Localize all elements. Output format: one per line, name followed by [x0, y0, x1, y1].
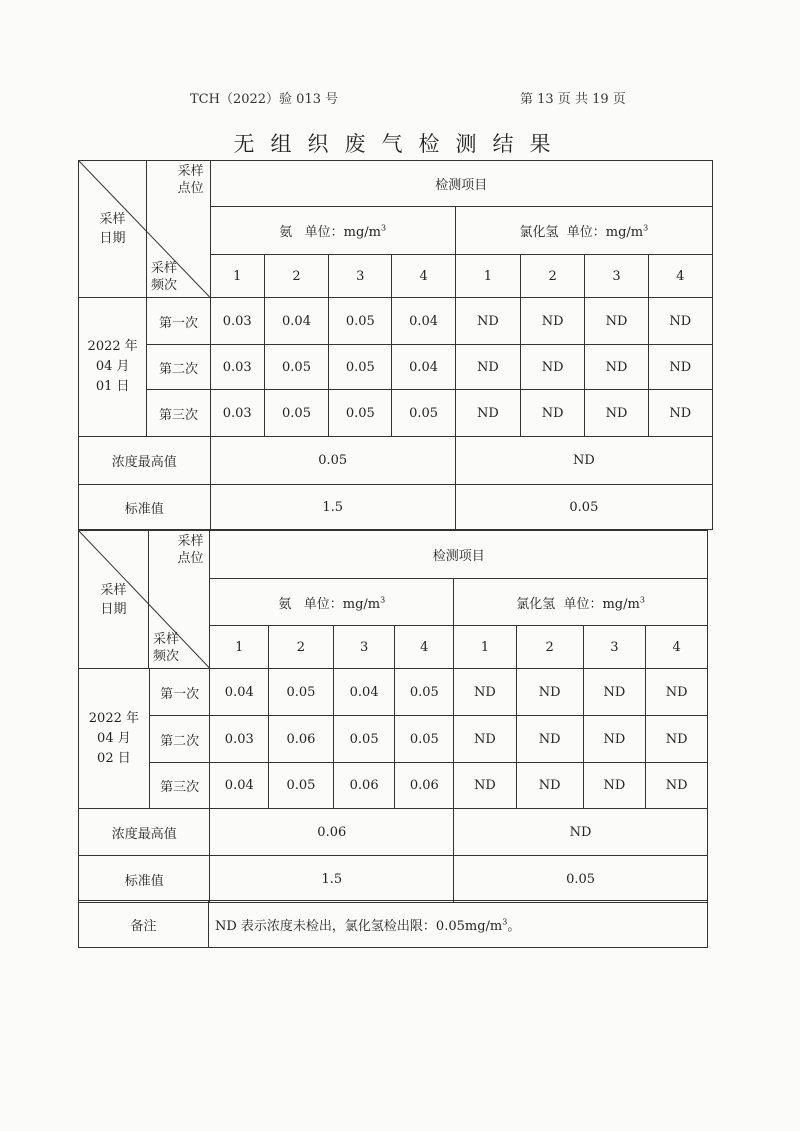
value-cell: ND [646, 763, 708, 809]
page-title: 无组织废气检测结果 [233, 132, 567, 156]
point-number: 4 [646, 626, 708, 669]
value-cell: 0.04 [333, 669, 395, 716]
point-number: 3 [583, 626, 646, 669]
value-cell: 0.05 [264, 390, 328, 437]
point-number: 2 [264, 255, 328, 298]
value-cell: 0.05 [329, 345, 392, 390]
value-cell: 0.05 [333, 716, 395, 763]
max-conc-hcl: ND [455, 437, 712, 485]
value-cell: ND [648, 298, 712, 345]
value-cell: ND [583, 763, 646, 809]
value-cell: ND [646, 716, 708, 763]
remarks-label: 备注 [79, 901, 209, 948]
results-table-block-2 [78, 530, 708, 903]
standard-ammonia: 1.5 [210, 856, 454, 903]
value-cell: 0.05 [329, 390, 392, 437]
value-cell: ND [585, 390, 648, 437]
point-number: 1 [210, 255, 264, 298]
hcl-header: 氯化氢 单位：$mg/m^3$ [455, 207, 712, 255]
value-cell: 0.04 [210, 763, 269, 809]
point-number: 3 [585, 255, 648, 298]
hcl-header: 氯化氢 单位：$mg/m^3$ [454, 579, 708, 626]
sample-freq-header: 采样 频次 [153, 632, 180, 664]
point-number: 4 [392, 255, 455, 298]
value-cell: 0.05 [392, 390, 455, 437]
results-table-block-1 [78, 160, 713, 530]
sample-round-label: 第三次 [149, 763, 210, 809]
standard-label: 标准值 [79, 485, 211, 530]
value-cell: ND [455, 298, 520, 345]
max-conc-label: 浓度最高值 [79, 437, 211, 485]
test-items-header: 检测项目 [210, 161, 712, 207]
value-cell: 0.04 [210, 669, 269, 716]
remarks-table [78, 900, 708, 948]
sample-date-header: 采样日期 [100, 582, 127, 617]
value-cell: ND [646, 669, 708, 716]
value-cell: 0.03 [210, 345, 264, 390]
value-cell: ND [521, 298, 585, 345]
point-number: 2 [269, 626, 334, 669]
value-cell: ND [455, 345, 520, 390]
point-number: 2 [521, 255, 585, 298]
value-cell: 0.04 [392, 345, 455, 390]
sample-point-header: 采样 点位 [177, 534, 204, 566]
value-cell: ND [516, 669, 583, 716]
max-conc-ammonia: 0.05 [210, 437, 455, 485]
sample-date: 2022 年 04 月 01 日 [79, 298, 147, 437]
remarks-text: ND 表示浓度未检出，氯化氢检出限：$0.05mg/m^3$。 [209, 901, 708, 948]
report-number: TCH（2022）验 013 号 [190, 92, 339, 107]
value-cell: ND [583, 669, 646, 716]
point-number: 3 [329, 255, 392, 298]
max-conc-ammonia: 0.06 [210, 809, 454, 856]
point-number: 2 [516, 626, 583, 669]
sample-point-header: 采样 点位 [177, 164, 204, 196]
value-cell: ND [454, 716, 517, 763]
value-cell: ND [516, 716, 583, 763]
value-cell: 0.03 [210, 716, 269, 763]
value-cell: 0.05 [395, 669, 454, 716]
ammonia-header: 氨 单位：$mg/m^3$ [210, 207, 455, 255]
value-cell: 0.06 [269, 716, 334, 763]
point-number: 4 [648, 255, 712, 298]
max-conc-label: 浓度最高值 [79, 809, 210, 856]
point-number: 1 [454, 626, 517, 669]
standard-label: 标准值 [79, 856, 210, 903]
value-cell: 0.05 [329, 298, 392, 345]
standard-ammonia: 1.5 [210, 485, 455, 530]
max-conc-hcl: ND [454, 809, 708, 856]
value-cell: 0.05 [395, 716, 454, 763]
value-cell: ND [521, 390, 585, 437]
header-diagonal-cell [79, 531, 210, 669]
point-number: 1 [455, 255, 520, 298]
value-cell: 0.06 [395, 763, 454, 809]
standard-hcl: 0.05 [455, 485, 712, 530]
sample-round-label: 第三次 [147, 390, 210, 437]
value-cell: 0.05 [269, 669, 334, 716]
ammonia-header: 氨 单位：$mg/m^3$ [210, 579, 454, 626]
value-cell: ND [454, 669, 517, 716]
value-cell: ND [585, 298, 648, 345]
value-cell: 0.03 [210, 298, 264, 345]
point-number: 3 [333, 626, 395, 669]
value-cell: ND [648, 390, 712, 437]
page-indicator: 第 13 页 共 19 页 [520, 92, 626, 107]
sample-date-header: 采样日期 [99, 212, 126, 246]
value-cell: ND [516, 763, 583, 809]
sample-freq-header: 采样 频次 [151, 261, 178, 293]
sample-round-label: 第二次 [147, 345, 210, 390]
value-cell: 0.04 [264, 298, 328, 345]
value-cell: ND [585, 345, 648, 390]
point-number: 4 [395, 626, 454, 669]
sample-round-label: 第一次 [147, 298, 210, 345]
value-cell: ND [455, 390, 520, 437]
sample-round-label: 第一次 [149, 669, 210, 716]
value-cell: 0.04 [392, 298, 455, 345]
standard-hcl: 0.05 [454, 856, 708, 903]
value-cell: ND [583, 716, 646, 763]
value-cell: 0.06 [333, 763, 395, 809]
value-cell: ND [454, 763, 517, 809]
value-cell: 0.05 [264, 345, 328, 390]
value-cell: 0.03 [210, 390, 264, 437]
sample-date: 2022 年 04 月 02 日 [79, 669, 150, 809]
test-items-header: 检测项目 [210, 531, 708, 579]
value-cell: ND [648, 345, 712, 390]
value-cell: ND [521, 345, 585, 390]
value-cell: 0.05 [269, 763, 334, 809]
header-diagonal-cell [79, 161, 211, 298]
point-number: 1 [210, 626, 269, 669]
sample-round-label: 第二次 [149, 716, 210, 763]
